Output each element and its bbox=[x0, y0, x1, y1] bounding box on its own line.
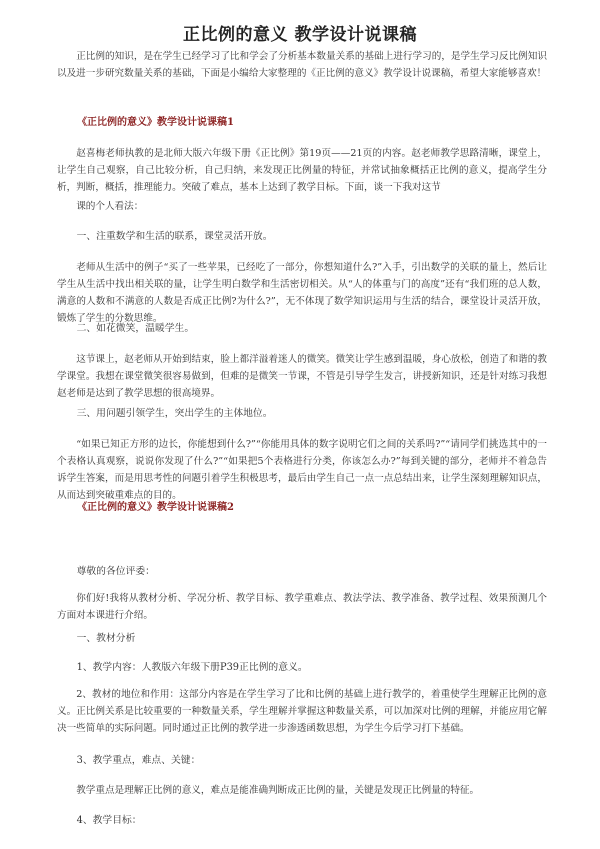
section2-item-1: 1、教学内容：人教版六年级下册P39正比例的意义。 bbox=[76, 662, 308, 673]
section1-paragraph-2: 老师从生活中的例子“买了一些苹果，已经吃了一部分，你想知道什么?”入手，引出数学的关联的量上，然后让学生从生活中找出相关联的量，让学生明白数学和生活密切相关。从“人的体重与门的高度”还有“我们班的总人数，满意的人数和不满意的人数是否成正比例?为什么?”，无不体现了数学知识运用与生活的结合，课堂设计灵活开放，锻炼了学生的分数思维。 bbox=[57, 262, 547, 324]
section1-point-2: 二、如花微笑，温暖学生。 bbox=[76, 323, 195, 334]
intro-paragraph: 正比例的知识，是在学生已经学习了比和学会了分析基本数量关系的基础上进行学习的，是学生学习反比例知识以及进一步研究数量关系的基础，下面是小编给大家整理的《正比例的意义》教学设计说课稿，希望大家能够喜欢！ bbox=[57, 51, 547, 79]
section2-item-3: 3、教学重点，难点、关键： bbox=[76, 755, 201, 766]
section2-subheading-1: 一、教材分析 bbox=[76, 633, 136, 644]
section1-point-1: 一、注重数学和生活的联系，课堂灵活开放。 bbox=[76, 231, 273, 242]
section1-paragraph-1-cont: 课的个人看法： bbox=[76, 201, 144, 212]
section2-item-3-text: 教学重点是理解正比例的意义，难点是能准确判断成正比例的量，关键是发现正比例量的特征。 bbox=[76, 785, 480, 796]
section2-heading: 《正比例的意义》教学设计说课稿2 bbox=[77, 502, 234, 513]
section2-item-2: 2、教材的地位和作用：这部分内容是在学生学习了比和比例的基础上进行教学的，着重使学生理解正比例的意义。正比例关系是比较重要的一种数量关系，学生理解并掌握这种数量关系，可以加深对比例的理解，并能应用它解决一些简单的实际问题。同时通过正比例的教学进一步渗透函数思想，为学生今后学习打下基础。 bbox=[57, 689, 547, 734]
section2-paragraph-1: 你们好!我将从教材分析、学况分析、教学目标、教学重难点、教法学法、教学准备、教学过程、效果预测几个方面对本课进行介绍。 bbox=[57, 593, 547, 621]
section1-paragraph-3: 这节课上，赵老师从开始到结束，脸上都洋溢着迷人的微笑。微笑让学生感到温暖，身心放松，创造了和谐的教学课堂。我想在课堂微笑很容易做到，但难的是微笑一节课，不管是引导学生发言，讲授新知识，还是针对练习我想赵老师是达到了教学思想的很高境界。 bbox=[57, 354, 547, 399]
section1-heading: 《正比例的意义》教学设计说课稿1 bbox=[77, 117, 234, 128]
section1-point-3: 三、用问题引领学生，突出学生的主体地位。 bbox=[76, 408, 273, 419]
section2-greeting: 尊敬的各位评委： bbox=[76, 566, 155, 577]
section2-item-4: 4、教学目标： bbox=[76, 815, 142, 826]
section1-paragraph-4: “如果已知正方形的边长，你能想到什么?”“你能用具体的数字说明它们之间的关系吗?”“请同学们挑选其中的一个表格认真观察，说说你发现了什么?”“如果把5个表格进行分类，你该怎么办?”每到关键的部分，老师并不着急告诉学生答案，而是用思考性的问题引着学生积极思考，最后由学生自己一点一点总结出来，让学生深刻理解知识点，从而达到突破重难点的目的。 bbox=[57, 439, 547, 501]
section1-paragraph-1: 赵喜梅老师执教的是北师大版六年级下册《正比例》第19页——21页的内容。赵老师教学思路清晰，课堂上，让学生自己观察，自己比较分析，自己归纳，来发现正比例量的特征，并常试抽象概括正比例的意义，提高学生分析，判断，概括，推理能力。突破了难点，基本上达到了教学目标。下面，谈一下我对这节 bbox=[57, 148, 547, 193]
page-title: 正比例的意义 教学设计说课稿 bbox=[183, 25, 417, 45]
